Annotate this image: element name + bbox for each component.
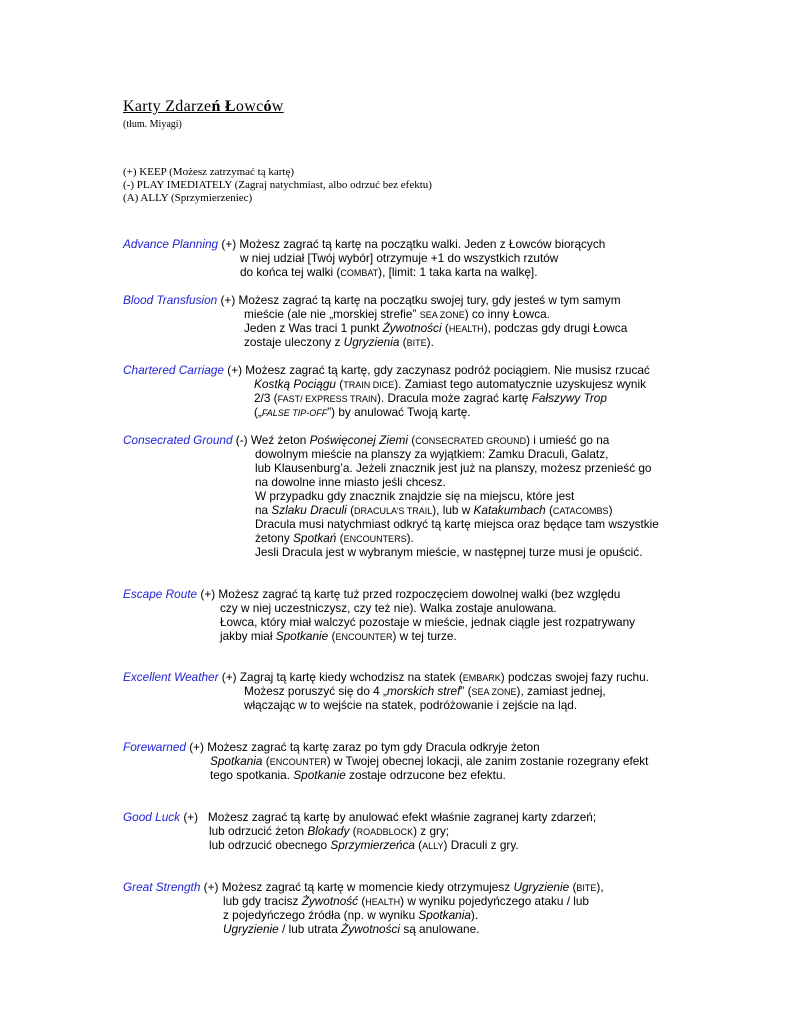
text-run: Możesz poruszyć się do 4 „ xyxy=(244,684,387,698)
text-run: SEA ZONE xyxy=(419,310,465,320)
text-run: CONSECRATED GROUND xyxy=(415,436,527,446)
text-run: FALSE TIP-OFF xyxy=(261,408,328,418)
text-run: Katakumbach xyxy=(473,503,546,517)
text-run: BITE xyxy=(576,883,597,893)
text-run: ) w Twojej obecnej lokacji, ale zanim zostanie rozegrany efekt xyxy=(326,754,649,768)
text-run: ( xyxy=(545,503,553,517)
text-run: Spotkań xyxy=(293,531,337,545)
text-run: włączając w to wejście na statek, podróżowanie i zejście na ląd. xyxy=(244,698,578,712)
text-run: Ugryzienia xyxy=(343,335,400,349)
card-name: Good Luck xyxy=(123,810,181,824)
card-advance-planning xyxy=(123,237,605,279)
card-forewarned xyxy=(123,740,649,782)
text-run: czy w niej uczestniczysz, czy też nie). Walka zostaje anulowana. xyxy=(220,601,557,615)
text-run: jakby miał xyxy=(220,629,276,643)
text-run: (+) Możesz zagrać tą kartę w momencie kiedy otrzymujesz xyxy=(200,880,514,894)
text-run: ) Draculi z gry. xyxy=(443,838,519,852)
text-run: Ugryzienie xyxy=(223,922,279,936)
text-run: ) w wyniku pojedyńczego ataku / lub xyxy=(400,894,589,908)
card-great-strength xyxy=(123,880,604,936)
text-run: ) z gry; xyxy=(413,824,450,838)
text-run: są anulowane. xyxy=(400,922,480,936)
text-run: TRAIN DICE xyxy=(343,380,395,390)
translator-credit: (tłum. Miyagi) xyxy=(123,119,182,130)
text-run: ) w tej turze. xyxy=(392,629,457,643)
text-run: DRACULA’S TRAIL xyxy=(354,506,433,516)
card-name: Great Strength xyxy=(123,880,201,894)
card-name: Consecrated Ground xyxy=(123,433,233,447)
card-escape-route xyxy=(123,587,636,643)
text-run: ( xyxy=(408,433,416,447)
text-run: ALLY xyxy=(422,841,444,851)
text-run: ) i umieść go na xyxy=(526,433,610,447)
text-run: Kostką Pociągu xyxy=(254,377,336,391)
text-run: lub odrzucić żeton xyxy=(209,824,308,838)
text-run: Sprzymierzeńca xyxy=(330,838,415,852)
card-consecrated-ground xyxy=(123,433,659,559)
text-run: ), zamiast jednej, xyxy=(516,684,606,698)
text-run: ENCOUNTER xyxy=(335,632,393,642)
text-run: ( xyxy=(569,880,577,894)
text-run: HEALTH xyxy=(448,324,484,334)
card-blood-transfusion xyxy=(123,293,628,349)
text-run: W przypadku gdy znacznik znajdzie się na miejscu, które jest xyxy=(255,489,575,503)
text-run: Dracula musi natychmiast odkryć tą kartę miejsca oraz będące tam wszystkie xyxy=(255,517,659,531)
text-run: ( xyxy=(335,377,344,391)
text-run: Jesli Dracula jest w wybranym mieście, w następnej turze musi je opuścić. xyxy=(255,545,643,559)
text-run: ó xyxy=(263,98,272,115)
text-run: (+) Możesz zagrać tą kartę na początku walki. Jeden z Łowców biorących xyxy=(218,237,606,251)
text-run: lub Klausenburg’a. Jeżeli znacznik jest już na planszy, możesz przenieść go xyxy=(255,461,652,475)
text-run: ) xyxy=(608,503,613,517)
text-run: ), lub w xyxy=(432,503,474,517)
text-run: ). xyxy=(470,908,479,922)
text-run: EMBARK xyxy=(462,673,501,683)
card-excellent-weather xyxy=(123,670,649,712)
text-run: Żywotności xyxy=(382,321,442,335)
text-run: ), [limit: 1 taka karta na walkę]. xyxy=(378,265,538,279)
legend-play-immediately: (-) PLAY IMEDIATELY (Zagraj natychmiast, albo odrzuć bez efektu) xyxy=(123,179,432,191)
text-run: Poświęconej Ziemi xyxy=(309,433,409,447)
page-title xyxy=(123,98,284,116)
text-run: Łowca, który miał walczyć pozostaje w mieście, jednak ciągle jest rozpatrywany xyxy=(220,615,636,629)
text-run: ). xyxy=(426,335,434,349)
text-run: ), podczas gdy drugi Łowca xyxy=(483,321,628,335)
text-run: ). Zamiast tego automatycznie uzyskujesz wynik xyxy=(394,377,646,391)
text-run: ( xyxy=(414,838,423,852)
text-run: Jeden z Was traci 1 punkt xyxy=(244,321,383,335)
text-run: (+) Możesz zagrać tą kartę tuż przed rozpoczęciem dowolnej walki (bez względu xyxy=(197,587,621,601)
text-run: ( xyxy=(346,503,355,517)
text-run: („ xyxy=(254,405,262,419)
text-run: CATACOMBS xyxy=(552,506,609,516)
text-run: Spotkania xyxy=(418,908,471,922)
text-run: (+) Możesz zagrać tą kartę by anulować efekt właśnie zagranej karty zdarzeń; xyxy=(180,810,597,824)
text-run: lub gdy tracisz xyxy=(223,894,302,908)
text-run: Żywotności xyxy=(341,922,401,936)
text-run: Spotkania xyxy=(210,754,263,768)
text-run: tego spotkania. xyxy=(210,768,294,782)
text-run: 2/3 ( xyxy=(254,391,278,405)
text-run: / lub utrata xyxy=(278,922,342,936)
text-run: ENCOUNTER xyxy=(269,757,327,767)
text-run: ( xyxy=(328,629,336,643)
text-run: ROADBLOCK xyxy=(356,827,414,837)
text-run: z pojedyńczego źródła (np. w wyniku xyxy=(223,908,419,922)
text-run: Spotkanie xyxy=(275,629,329,643)
text-run: ). Dracula może zagrać kartę xyxy=(376,391,532,405)
text-run: HEALTH xyxy=(365,897,401,907)
card-name: Excellent Weather xyxy=(123,670,219,684)
text-run: na dowolne inne miasto jeśli chcesz. xyxy=(255,475,446,489)
text-run: Szlaku Draculi xyxy=(271,503,347,517)
text-run: SEA ZONE xyxy=(471,687,517,697)
text-run: ”) by anulować Twoją kartę. xyxy=(327,405,471,419)
text-run: dowolnym mieście na planszy za wyjątkiem: Zamku Draculi, Galatz, xyxy=(255,447,609,461)
text-run: (+) Możesz zagrać tą kartę zaraz po tym gdy Dracula odkryje żeton xyxy=(185,740,540,754)
text-run: do końca tej walki ( xyxy=(240,265,341,279)
text-run: Karty Zdarze xyxy=(123,98,212,115)
text-run: FAST/ EXPRESS TRAIN xyxy=(277,394,377,404)
text-run: mieście (ale nie „morskiej strefie” xyxy=(244,307,420,321)
legend-ally: (A) ALLY (Sprzymierzeniec) xyxy=(123,192,253,204)
text-run: ( xyxy=(349,824,357,838)
text-run: Ugryzienie xyxy=(513,880,570,894)
text-run: (+) Możesz zagrać tą kartę, gdy zaczynasz podróż pociągiem. Nie musisz rzucać xyxy=(223,363,650,377)
card-name: Advance Planning xyxy=(123,237,219,251)
text-run: lub odrzucić obecnego xyxy=(209,838,331,852)
text-run: Spotkanie xyxy=(293,768,346,782)
text-run: owc xyxy=(235,98,264,115)
text-run: ). xyxy=(406,531,414,545)
card-name: Chartered Carriage xyxy=(123,363,224,377)
card-chartered-carriage xyxy=(123,363,650,419)
text-run: zostaje uleczony z xyxy=(244,335,344,349)
legend-keep: (+) KEEP (Możesz zatrzymać tą kartę) xyxy=(123,166,295,178)
text-run: ( xyxy=(262,754,270,768)
text-run: BITE xyxy=(406,338,427,348)
text-run: (+) Możesz zagrać tą kartę na początku swojej tury, gdy jesteś w tym samym xyxy=(217,293,621,307)
legend xyxy=(123,166,432,205)
text-run: ” ( xyxy=(460,684,472,698)
text-run: morskich stref xyxy=(386,684,461,698)
text-run: ( xyxy=(441,321,449,335)
text-run: ), xyxy=(596,880,604,894)
text-run: Żywotność xyxy=(301,894,359,908)
text-run: ) co inny Łowca. xyxy=(464,307,550,321)
text-run: ( xyxy=(399,335,407,349)
text-run: w xyxy=(271,98,284,115)
text-run: zostaje odrzucone bez efektu. xyxy=(345,768,506,782)
text-run: ENCOUNTERS xyxy=(343,534,407,544)
card-name: Forewarned xyxy=(123,740,186,754)
card-good-luck xyxy=(123,810,596,852)
text-run: ń Ł xyxy=(211,98,236,115)
text-run: żetony xyxy=(255,531,294,545)
text-run: ) podczas swojej fazy ruchu. xyxy=(500,670,649,684)
text-run: COMBAT xyxy=(340,268,379,278)
text-run: (+) Zagraj tą kartę kiedy wchodzisz na statek ( xyxy=(218,670,463,684)
card-name: Blood Transfusion xyxy=(123,293,218,307)
text-run: Fałszywy Trop xyxy=(531,391,607,405)
text-run: w niej udział [Twój wybór] otrzymuje +1 do wszystkich rzutów xyxy=(240,251,559,265)
text-run: na xyxy=(255,503,272,517)
text-run: (-) Weź żeton xyxy=(232,433,310,447)
text-run: Blokady xyxy=(307,824,350,838)
text-run: ( xyxy=(336,531,344,545)
text-run: ( xyxy=(358,894,366,908)
card-name: Escape Route xyxy=(123,587,198,601)
